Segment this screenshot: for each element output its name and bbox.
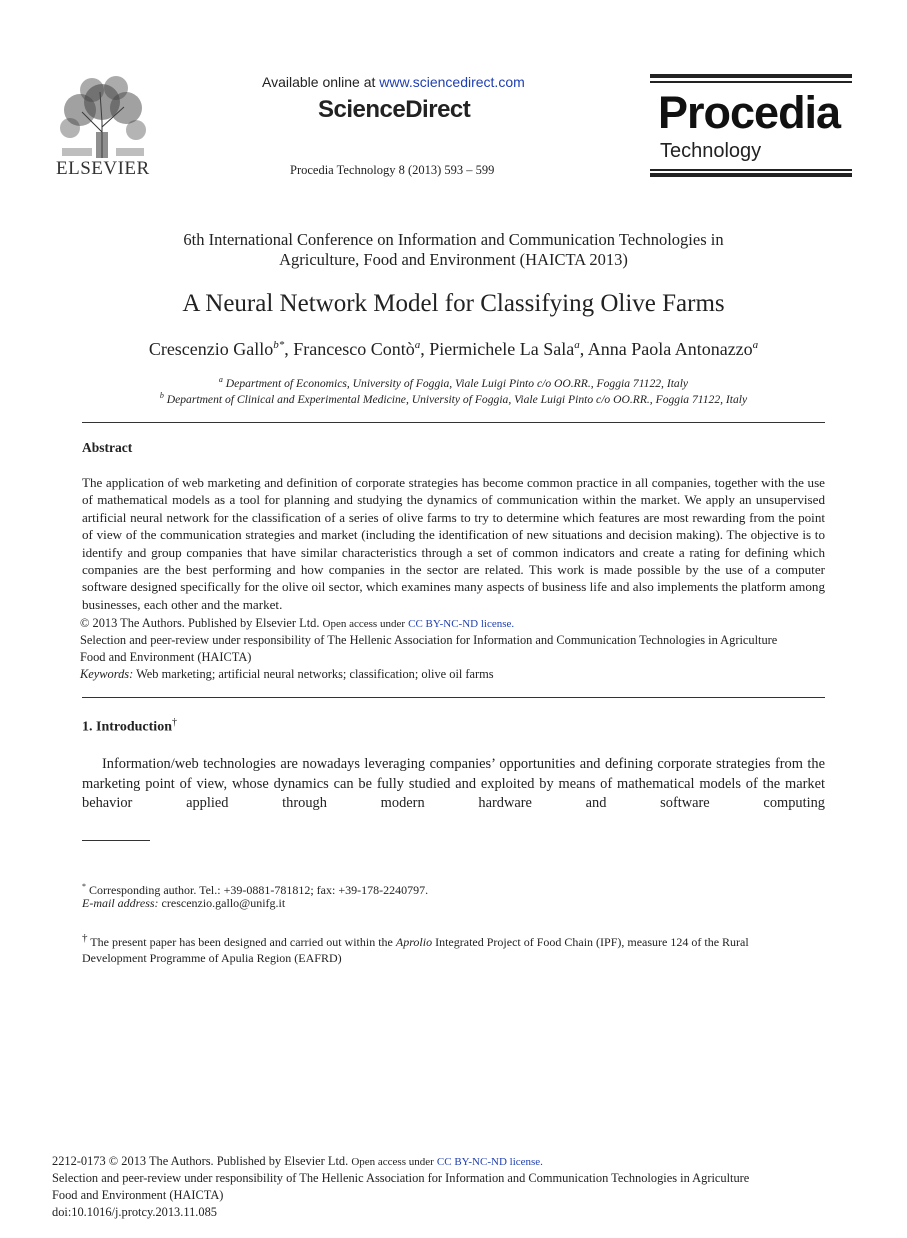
footer-peer-review-2: Food and Environment (HAICTA)	[52, 1188, 224, 1202]
section-rule-bottom	[82, 697, 825, 698]
logo-rule-bottom	[650, 173, 852, 177]
author-name: Francesco Contò	[293, 339, 415, 359]
introduction-heading-mark: †	[171, 717, 177, 728]
footnote-rule	[82, 840, 150, 841]
dagger-mark: †	[82, 932, 88, 944]
introduction-text: Information/web technologies are nowadays leveraging companies’ opportunities and defining corporate strategies from the marketing point of view, whose dynamics can be fully studied and exploited by means of mathematical models of the market behavior applied through modern hardware and software computing	[82, 756, 825, 811]
dagger-pre: The present paper has been designed and carried out within the	[90, 935, 393, 949]
license-link[interactable]: CC BY-NC-ND license.	[408, 618, 515, 630]
email-label: E-mail address:	[82, 896, 159, 910]
sciencedirect-link[interactable]: www.sciencedirect.com	[379, 74, 525, 90]
paper-title: A Neural Network Model for Classifying Olive Farms	[182, 290, 725, 317]
dagger-line-2: Development Programme of Apulia Region (EAFRD)	[82, 951, 342, 965]
logo-rule-top	[650, 74, 852, 78]
journal-logo-main: Procedia	[658, 87, 841, 138]
keywords-line	[80, 666, 825, 683]
platform-title: ScienceDirect	[318, 96, 471, 123]
footer-copyright-line	[52, 1153, 832, 1171]
available-prefix: Available online at	[262, 74, 380, 90]
footnote-mark: *	[82, 882, 86, 891]
author-mark: a	[574, 339, 580, 351]
author-list: Crescenzio Gallo$^{b*}$, Francesco Contò$^a$, Piermichele La Sala$^a$, Anna Paola Antonazzo$^a$	[148, 339, 759, 359]
open-access-text: Open access under	[322, 618, 406, 630]
affiliation-text: Department of Economics, University of Foggia, Viale Luigi Pinto c/o OO.RR., Foggia 71122, Italy	[225, 376, 689, 390]
author-mark: a	[414, 339, 421, 351]
available-online	[262, 74, 525, 90]
footer-open-access: Open access under	[351, 1156, 434, 1168]
footer-license-link[interactable]: CC BY-NC-ND license.	[436, 1156, 543, 1168]
abstract-text: The application of web marketing and definition of corporate strategies has become common practice in all companies, together with the use of mathematical models as a tool for planning and studying the dynamics of communication within the market. We apply an unsupervised artificial neural network for the classification of a series of olive farms to try to determine which features are most rewarding from the point of view of the communication strategies and market (including the identification of new situations and decision making). The objective is to identify and group companies that have similar characteristics through a set of common indicators and create a rating for defining which companies are the best performing and how companies in the sector are related. This work is made possible by the use of a computer software designed specifically for the olive oil sector, which examines many aspects of business life and also implements the platform among businesses, each other and the market.	[82, 475, 825, 612]
author-mark: a	[752, 339, 759, 351]
section-rule-top	[82, 422, 825, 423]
dagger-post: Integrated Project of Food Chain (IPF), measure 124 of the Rural	[435, 935, 749, 949]
author-name: Piermichele La Sala	[429, 339, 575, 359]
footnote-dagger	[82, 930, 825, 966]
abstract-heading: Abstract	[82, 440, 133, 455]
author-name: Anna Paola Antonazzo	[587, 339, 753, 359]
introduction-heading-text: 1. Introduction	[82, 719, 172, 735]
journal-logo	[650, 74, 852, 178]
conference-name	[60, 230, 847, 270]
email-address[interactable]: crescenzio.gallo@unifg.it	[161, 896, 286, 910]
author-name: Crescenzio Gallo	[148, 339, 274, 359]
footer-peer-review	[52, 1170, 832, 1204]
journal-logo-sub: Technology	[660, 140, 762, 162]
introduction-heading	[82, 717, 177, 736]
affiliation-b	[60, 391, 847, 406]
footer-issn-copyright: 2212-0173 © 2013 The Authors. Published by Elsevier Ltd.	[52, 1154, 349, 1168]
keywords-label: Keywords:	[80, 667, 134, 681]
footnote-email	[82, 895, 825, 911]
conference-line-2: Agriculture, Food and Environment (HAICTA 2013)	[279, 250, 628, 269]
keywords-text: Web marketing; artificial neural networks; classification; olive oil farms	[136, 667, 494, 681]
dagger-line-1	[82, 930, 825, 950]
journal-reference: Procedia Technology 8 (2013) 593 – 599	[290, 163, 495, 177]
footer-peer-review-1: Selection and peer-review under responsibility of The Hellenic Association for Information and Communication Technologies in Agriculture	[52, 1171, 750, 1185]
logo-rule-bottom-thin	[650, 169, 852, 171]
peer-review-line-2: Food and Environment (HAICTA)	[80, 650, 252, 664]
peer-review-line-1: Selection and peer-review under responsibility of The Hellenic Association for Information and Communication Technologies in Agriculture	[80, 633, 778, 647]
copyright-text: © 2013 The Authors. Published by Elsevier Ltd.	[80, 616, 320, 630]
publisher-wordmark: ELSEVIER	[56, 158, 150, 179]
author-mark: b*	[273, 339, 285, 351]
peer-review-line	[80, 632, 825, 666]
footer-doi[interactable]: doi:10.1016/j.protcy.2013.11.085	[52, 1205, 217, 1219]
affiliation-mark: a	[218, 375, 223, 384]
corresponding-text: Corresponding author. Tel.: +39-0881-781812; fax: +39-178-2240797.	[89, 883, 429, 897]
affiliation-text: Department of Clinical and Experimental Medicine, University of Foggia, Viale Luigi Pinto c/o OO.RR., Foggia 71122, Italy	[166, 392, 748, 406]
dagger-italic: Aprolio	[395, 935, 433, 949]
copyright-line	[80, 615, 825, 633]
logo-rule-top-thin	[650, 81, 852, 83]
affiliation-mark: b	[159, 391, 164, 400]
conference-line-1: 6th International Conference on Information and Communication Technologies in	[183, 230, 724, 249]
affiliation-a	[60, 375, 847, 390]
